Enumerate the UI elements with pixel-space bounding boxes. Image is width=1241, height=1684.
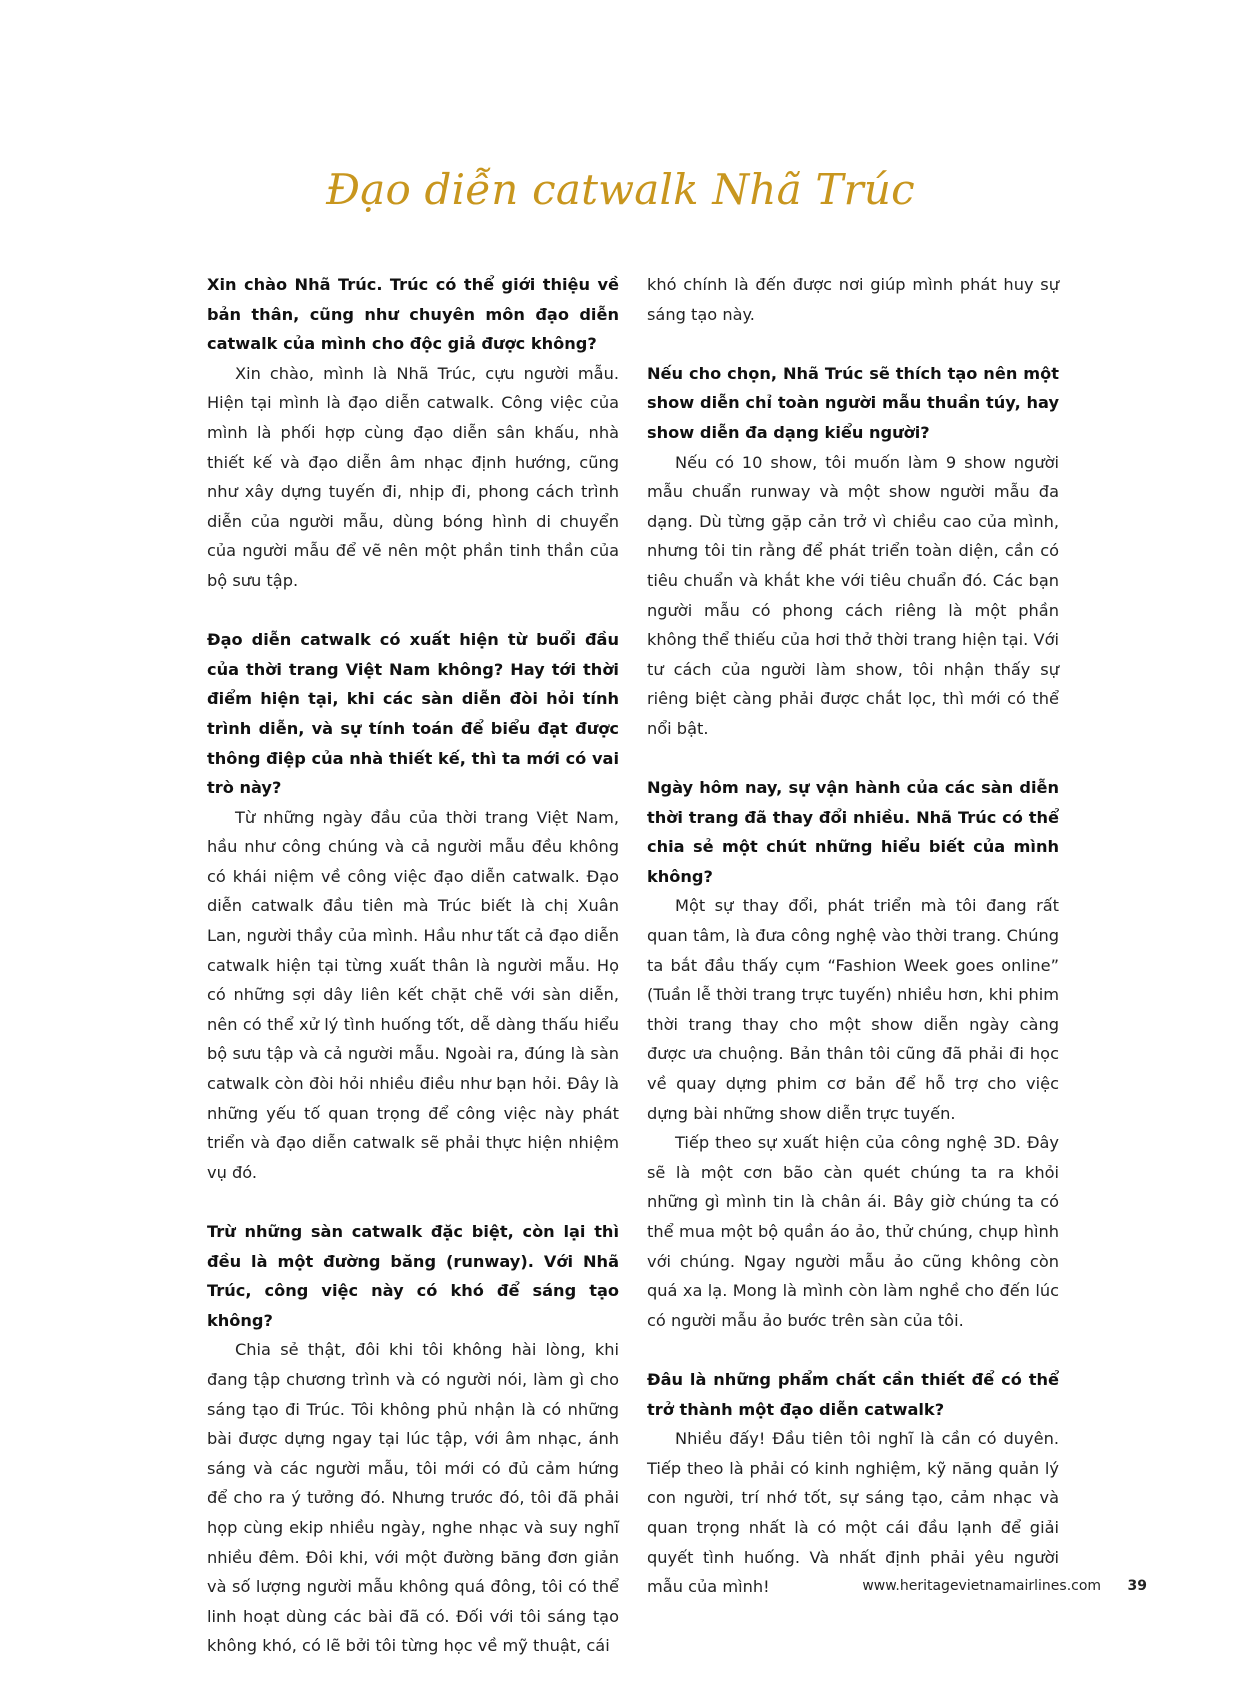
answer-3: Chia sẻ thật, đôi khi tôi không hài lòng, khi đang tập chương trình và có người nói, làm gì cho sáng tạo đi Trúc. Tôi không phủ nhận là có những bài được dựng ngay tại lúc tập, với âm nhạc, ánh sáng và các người mẫu, tôi mới có đủ cảm hứng để cho ra ý tưởng đó. Nhưng trước đó, tôi đã phải họp cùng ekip nhiều ngày, nghe nhạc và suy nghĩ nhiều đêm. Đôi khi, với một đường băng đơn giản và số lượng người mẫu không quá đông, tôi có thể linh hoạt dùng các bài đã có. Đối với tôi sáng tạo không khó, có lẽ bởi tôi từng học về mỹ thuật, cái — [207, 1340, 619, 1656]
article-title: Đạo diễn catwalk Nhã Trúc — [326, 165, 915, 214]
left-column — [207, 270, 619, 1661]
spacer — [647, 329, 1059, 359]
answer-3-continued: khó chính là đến được nơi giúp mình phát huy sự sáng tạo này. — [647, 275, 1059, 324]
spacer — [647, 744, 1059, 774]
question-6: Đâu là những phẩm chất cần thiết để có thể trở thành một đạo diễn catwalk? — [647, 1369, 1059, 1419]
page-footer — [862, 1578, 1147, 1594]
answer-2: Từ những ngày đầu của thời trang Việt Nam, hầu như công chúng và cả người mẫu đều không có khái niệm về công việc đạo diễn catwalk. Đạo diễn catwalk đầu tiên mà Trúc biết là chị Xuân Lan, người thầy của mình. Hầu như tất cả đạo diễn catwalk hiện tại từng xuất thân là người mẫu. Họ có những sợi dây liên kết chặt chẽ với sàn diễn, nên có thể xử lý tình huống tốt, dễ dàng thấu hiểu bộ sưu tập và cả người mẫu. Ngoài ra, đúng là sàn catwalk còn đòi hỏi nhiều điều như bạn hỏi. Đây là những yếu tố quan trọng để công việc này phát triển và đạo diễn catwalk sẽ phải thực hiện nhiệm vụ đó. — [207, 807, 619, 1182]
spacer — [207, 1187, 619, 1217]
right-column — [647, 270, 1059, 1602]
spacer — [207, 596, 619, 626]
question-4: Nếu cho chọn, Nhã Trúc sẽ thích tạo nên một show diễn chỉ toàn người mẫu thuần túy, hay show diễn đa dạng kiểu người? — [647, 363, 1059, 442]
footer-url-link[interactable]: www.heritagevietnamairlines.com — [862, 1578, 1102, 1594]
answer-6: Nhiều đấy! Đầu tiên tôi nghĩ là cần có duyên. Tiếp theo là phải có kinh nghiệm, kỹ năng quản lý con người, trí nhớ tốt, sự sáng tạo, cảm nhạc và quan trọng nhất là có một cái đầu lạnh để giải quyết tình huống. Và nhất định phải yêu người mẫu của mình! — [647, 1429, 1059, 1597]
question-1: Xin chào Nhã Trúc. Trúc có thể giới thiệu về bản thân, cũng như chuyên môn đạo diễn catwalk của mình cho độc giả được không? — [207, 275, 619, 354]
question-5: Ngày hôm nay, sự vận hành của các sàn diễn thời trang đã thay đổi nhiều. Nhã Trúc có thể chia sẻ một chút những hiểu biết của mình không? — [647, 778, 1059, 886]
answer-5-part-1: Một sự thay đổi, phát triển mà tôi đang rất quan tâm, là đưa công nghệ vào thời trang. Chúng ta bắt đầu thấy cụm “Fashion Week goes online” (Tuần lễ thời trang trực tuyến) nhiều hơn, khi phim thời trang thay cho một show diễn ngày càng được ưa chuộng. Bản thân tôi cũng đã phải đi học về quay dựng phim cơ bản để hỗ trợ cho việc dựng bài những show diễn trực tuyến. — [647, 896, 1059, 1123]
answer-5-part-2: Tiếp theo sự xuất hiện của công nghệ 3D. Đây sẽ là một cơn bão càn quét chúng ta ra khỏi những gì mình tin là chân ái. Bây giờ chúng ta có thể mua một bộ quần áo ảo, thử chúng, chụp hình với chúng. Ngay người mẫu ảo cũng không còn quá xa lạ. Mong là mình còn làm nghề cho đến lúc có người mẫu ảo bước trên sàn của tôi. — [647, 1133, 1059, 1330]
question-2: Đạo diễn catwalk có xuất hiện từ buổi đầu của thời trang Việt Nam không? Hay tới thời điểm hiện tại, khi các sàn diễn đòi hỏi tính trình diễn, và sự tính toán để biểu đạt được thông điệp của nhà thiết kế, thì ta mới có vai trò này? — [207, 630, 619, 798]
question-3: Trừ những sàn catwalk đặc biệt, còn lại thì đều là một đường băng (runway). Với Nhã Trúc, công việc này có khó để sáng tạo không? — [207, 1222, 619, 1330]
page-number: 39 — [1127, 1578, 1147, 1594]
spacer — [647, 1335, 1059, 1365]
answer-4: Nếu có 10 show, tôi muốn làm 9 show người mẫu chuẩn runway và một show người mẫu đa dạng. Dù từng gặp cản trở vì chiều cao của mình, nhưng tôi tin rằng để phát triển toàn diện, cần có tiêu chuẩn và khắt khe với tiêu chuẩn đó. Các bạn người mẫu có phong cách riêng là một phần không thể thiếu của hơi thở thời trang hiện tại. Với tư cách của người làm show, tôi nhận thấy sự riêng biệt càng phải được chắt lọc, thì mới có thể nổi bật. — [647, 452, 1059, 738]
answer-1: Xin chào, mình là Nhã Trúc, cựu người mẫu. Hiện tại mình là đạo diễn catwalk. Công việc của mình là phối hợp cùng đạo diễn sân khấu, nhà thiết kế và đạo diễn âm nhạc định hướng, cũng như xây dựng tuyến đi, nhịp đi, phong cách trình diễn của người mẫu, dùng bóng hình di chuyển của người mẫu để vẽ nên một phần tinh thần của bộ sưu tập. — [207, 363, 619, 590]
